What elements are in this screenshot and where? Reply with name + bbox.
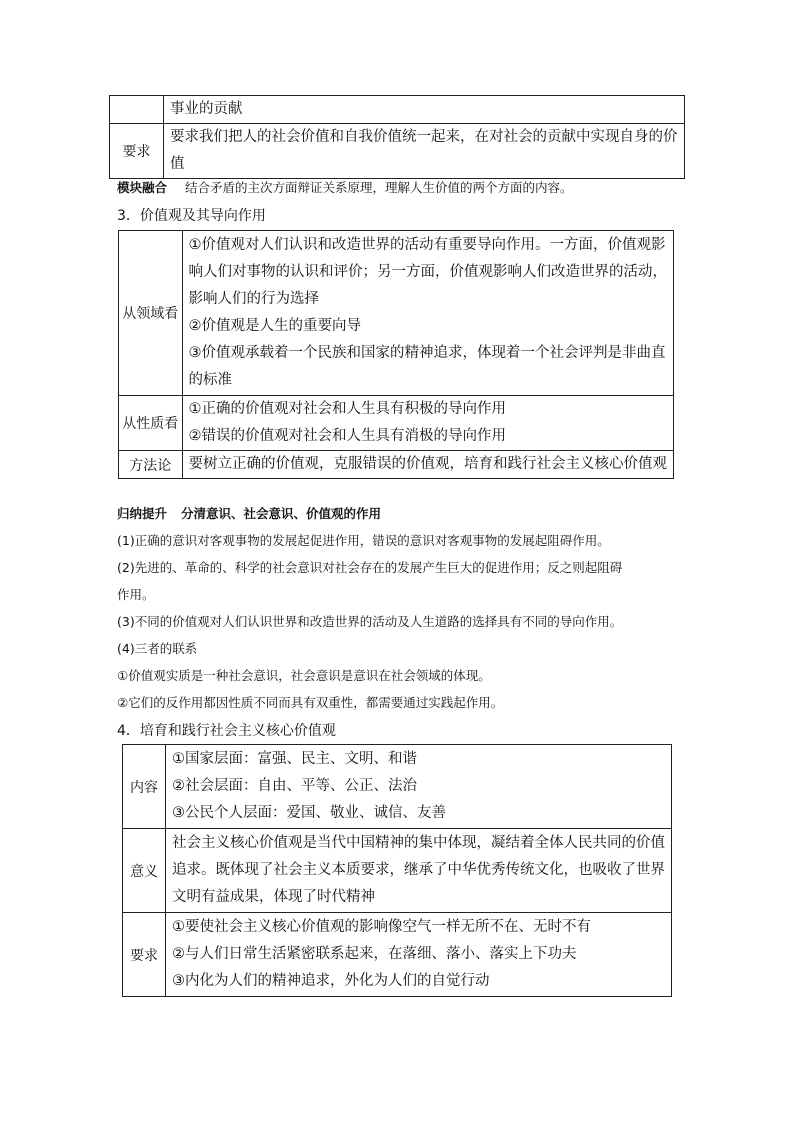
- row-header-nature: 从性质看: [119, 396, 183, 451]
- text-line: ③内化为人们的精神追求，外化为人们的自觉行动: [172, 973, 490, 989]
- summary-line: ②它们的反作用都因性质不同而具有双重性，都需要通过实践起作用。: [117, 695, 504, 710]
- summary-heading: [117, 504, 381, 522]
- table-row: [119, 231, 674, 396]
- text-line: 响人们对事物的认识和评价；另一方面，价值观影响人们改造世界的活动，: [188, 264, 667, 280]
- summary-line: (4)三者的联系: [117, 641, 198, 656]
- text-line: 文明有益成果，体现了时代精神: [172, 889, 375, 905]
- row-header-methodology: 方法论: [119, 451, 183, 479]
- module-fusion-note: [117, 178, 573, 196]
- text-line: ①国家层面：富强、民主、文明、和谐: [172, 751, 417, 767]
- text-line: ②价值观是人生的重要向导: [188, 318, 361, 334]
- row-header-requirement: 要求: [110, 124, 164, 179]
- table-row: [123, 829, 672, 913]
- row-header-domain: 从领域看: [119, 231, 183, 396]
- section-4-title: 4．培育和践行社会主义核心价值观: [117, 723, 336, 739]
- text-line: ③公民个人层面：爱国、敬业、诚信、友善: [172, 805, 446, 821]
- cell-requirements: [166, 913, 672, 997]
- cell-contribution: 事业的贡献: [164, 96, 685, 124]
- text-line: ②错误的价值观对社会和人生具有消极的导向作用: [188, 428, 506, 444]
- cell-content: [166, 745, 672, 829]
- section-3-title: 3．价值观及其导向作用: [117, 208, 266, 224]
- cell-methodology: 要树立正确的价值观，克服错误的价值观，培育和践行社会主义核心价值观: [182, 451, 674, 479]
- summary-line: (3)不同的价值观对人们认识世界和改造世界的活动及人生道路的选择具有不同的导向作用。: [117, 614, 623, 629]
- summary-line: (2)先进的、革命的、科学的社会意识对社会存在的发展产生巨大的促进作用；反之则起阻碍: [117, 560, 623, 575]
- text-line: 影响人们的行为选择: [188, 291, 319, 307]
- table-row: [119, 451, 674, 479]
- cell-significance: [166, 829, 672, 913]
- row-header-requirements: 要求: [123, 913, 166, 997]
- text-line: ①价值观对人们认识和改造世界的活动有重要导向作用。一方面，价值观影: [188, 237, 666, 253]
- table-row: [110, 124, 685, 179]
- text-line: ③价值观承载着一个民族和国家的精神追求，体现着一个社会评判是非曲直: [188, 345, 666, 361]
- summary-line: 作用。: [117, 587, 155, 602]
- row-header-significance: 意义: [123, 829, 166, 913]
- table-row: [123, 913, 672, 997]
- module-fusion-text: 结合矛盾的主次方面辩证关系原理，理解人生价值的两个方面的内容。: [185, 180, 573, 195]
- text-line: 追求。既体现了社会主义本质要求，继承了中华优秀传统文化，也吸收了世界: [172, 862, 665, 878]
- cell-requirement: 要求我们把人的社会价值和自我价值统一起来，在对社会的贡献中实现自身的价值: [164, 124, 685, 179]
- row-header-empty: [110, 96, 164, 124]
- text-line: ②与人们日常生活紧密联系起来，在落细、落小、落实上下功夫: [172, 946, 577, 962]
- text-line: ②社会层面：自由、平等、公正、法治: [172, 778, 417, 794]
- table-core-values: [122, 744, 672, 997]
- text-line: ①正确的价值观对社会和人生具有积极的导向作用: [188, 401, 506, 417]
- table-row: [110, 96, 685, 124]
- table-row: [123, 745, 672, 829]
- table-personal-value-top: [109, 95, 685, 179]
- module-fusion-label: 模块融合: [117, 180, 168, 195]
- summary-line: ①价值观实质是一种社会意识，社会意识是意识在社会领域的体现。: [117, 668, 491, 683]
- row-header-content: 内容: [123, 745, 166, 829]
- text-line: 社会主义核心价值观是当代中国精神的集中体现，凝结着全体人民共同的价值: [172, 835, 665, 851]
- cell-domain: [182, 231, 674, 396]
- table-row: [119, 396, 674, 451]
- summary-line: (1)正确的意识对客观事物的发展起促进作用，错误的意识对客观事物的发展起阻碍作用。: [117, 533, 610, 548]
- cell-nature: [182, 396, 674, 451]
- table-value-guidance: [118, 230, 674, 479]
- summary-label: 归纳提升: [117, 506, 168, 521]
- text-line: ①要使社会主义核心价值观的影响像空气一样无所不在、无时不有: [172, 919, 591, 935]
- text-line: 的标准: [188, 372, 232, 388]
- summary-title: 分清意识、社会意识、价值观的作用: [181, 506, 382, 521]
